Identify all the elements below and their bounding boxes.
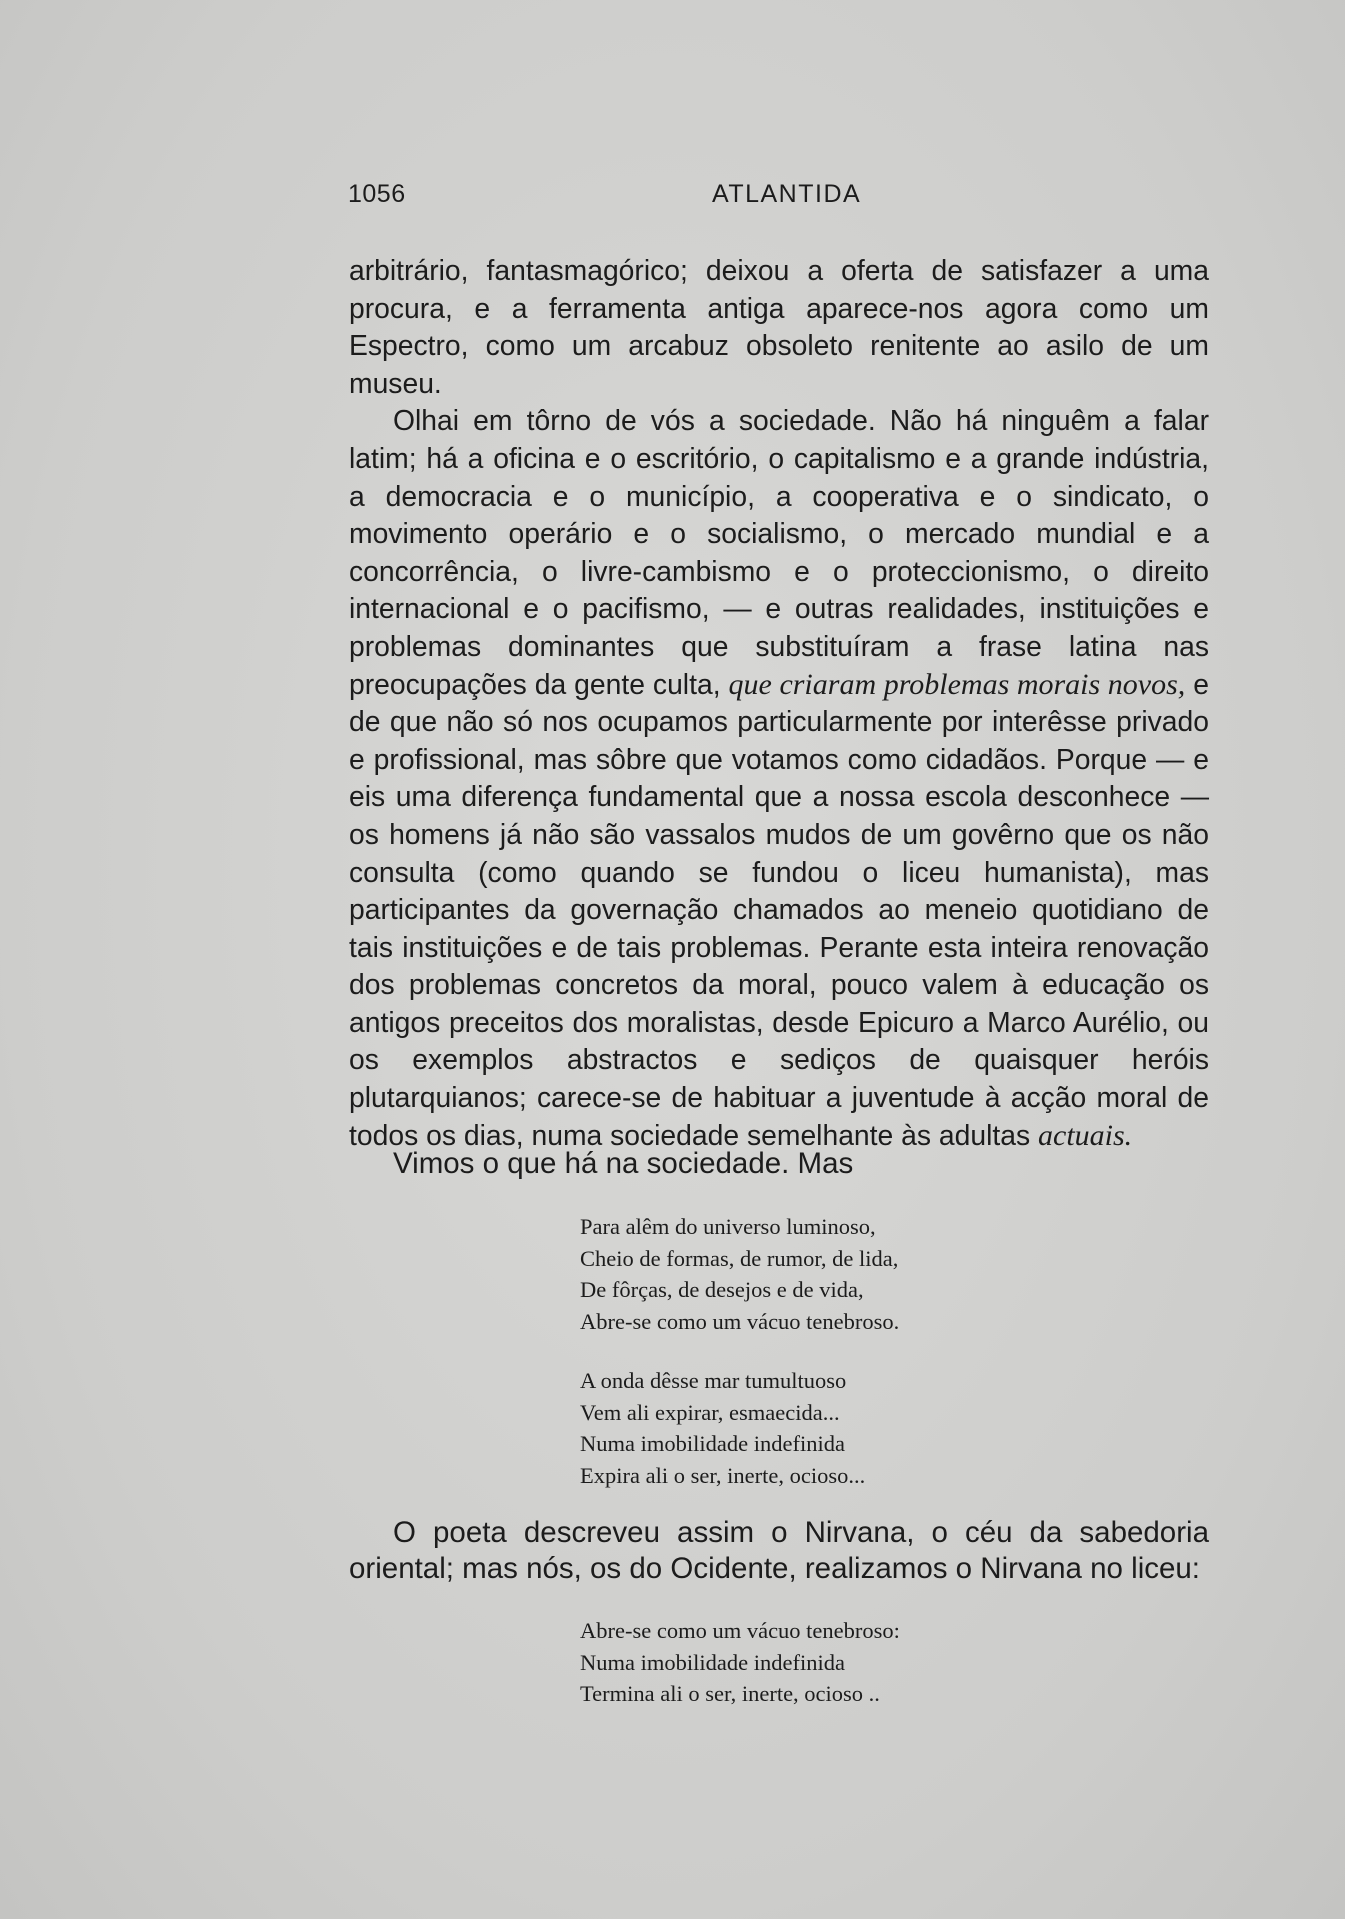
body-text-middle	[349, 1145, 1209, 1183]
verse-stanza-2	[580, 1365, 865, 1492]
verse-line: De fôrças, de desejos e de vida,	[580, 1277, 864, 1303]
verse-line: Para alêm do universo luminoso,	[580, 1214, 876, 1239]
verse-line: A onda dêsse mar tumultuoso	[580, 1368, 847, 1393]
body-text-bottom	[349, 1515, 1209, 1587]
page-header	[348, 180, 1210, 216]
paragraph-3: Vimos o que há na sociedade. Mas	[393, 1147, 854, 1180]
verse-stanza-1	[580, 1211, 899, 1338]
verse-stanza-3	[580, 1615, 900, 1710]
verse-line: Numa imobilidade indefinida	[580, 1431, 845, 1457]
verse-line: Expira ali o ser, inerte, ocioso...	[580, 1463, 866, 1489]
verse-line: Cheio de formas, de rumor, de lida,	[580, 1245, 899, 1271]
body-text-top	[349, 252, 1209, 1154]
verse-line: Termina ali o ser, inerte, ocioso ..	[580, 1681, 880, 1707]
paragraph-4: O poeta descreveu assim o Nirvana, o céu da sabedoria oriental; mas nós, os do Ocidente, realizamos o Nirvana no liceu:	[349, 1516, 1209, 1585]
paragraph-2-part-2: e de que não só nos ocupamos particularmente por interêsse privado e profissional, mas sôbre que votamos como cidadãos. Porque — e eis uma diferença fundamental que a nossa escola desconhece — os homens já não são vassalos mudos de um govêrno que os não consulta (como quando se fundou o liceu humanista), mas participantes da governação chamados ao meneio quotidiano de tais instituições e de tais problemas. Perante esta inteira renovação dos problemas concretos da moral, pouco valem à educação os antigos preceitos dos moralistas, desde Epicuro a Marco Aurélio, ou os exemplos abstractos e sediços de quaisquer heróis plutarquianos; carece-se de habituar a juventude à acção moral de todos os dias, numa sociedade semelhante às adultas	[349, 667, 1209, 1151]
paragraph-1: arbitrário, fantasmagórico; deixou a oferta de satisfazer a uma procura, e a ferramenta antiga aparece-nos agora como um Espectro, como um arcabuz obsoleto renitente ao asilo de um museu.	[349, 254, 1209, 399]
verse-line: Abre-se como um vácuo tenebroso:	[580, 1618, 900, 1643]
paragraph-2-part-1: Olhai em tôrno de vós a sociedade. Não há ninguêm a falar latim; há a oficina e o escritório, o capitalismo e a grande indústria, a democracia e o município, a cooperativa e o sindicato, o movimento operário e o socialismo, o mercado mundial e a concorrência, o livre-cambismo e o proteccionismo, o direito internacional e o pacifismo, — e outras realidades, instituições e problemas dominantes que substituíram a frase latina nas preocupações da gente culta,	[349, 404, 1209, 700]
page-number: 1056	[348, 180, 406, 208]
paragraph-2	[349, 402, 1209, 1154]
paragraph-2-emphasis-1: que criaram problemas morais novos,	[728, 667, 1186, 701]
running-title: ATLANTIDA	[712, 180, 862, 208]
paragraph-2-emphasis-2: actuais.	[1038, 1118, 1133, 1152]
verse-line: Numa imobilidade indefinida	[580, 1649, 845, 1675]
verse-line: Abre-se como um vácuo tenebroso.	[580, 1309, 900, 1335]
verse-line: Vem ali expirar, esmaecida...	[580, 1399, 840, 1425]
